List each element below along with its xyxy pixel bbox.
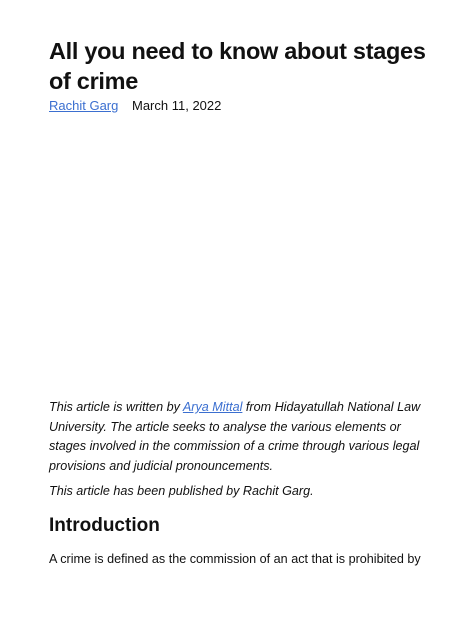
intro-suffix: from Hidayatullah National Law University. The article seeks to analyse the various elements or stages involved in the commission of a crime through various legal provisions and judicial pronouncements. (49, 400, 421, 473)
published-note: This article has been published by Rachit Garg. (49, 484, 314, 498)
body-paragraph: A crime is defined as the commission of an act that is prohibited by (49, 552, 421, 566)
intro-prefix: This article is written by (49, 400, 183, 414)
article-title: All you need to know about stages of crime (49, 38, 426, 94)
writer-link[interactable]: Arya Mittal (182, 400, 243, 414)
author-link[interactable]: Rachit Garg (49, 98, 119, 113)
author-intro-paragraph (49, 398, 429, 476)
section-heading-introduction: Introduction (49, 515, 160, 536)
publish-date: March 11, 2022 (132, 98, 222, 113)
featured-image-placeholder (49, 128, 429, 386)
byline (49, 97, 221, 115)
